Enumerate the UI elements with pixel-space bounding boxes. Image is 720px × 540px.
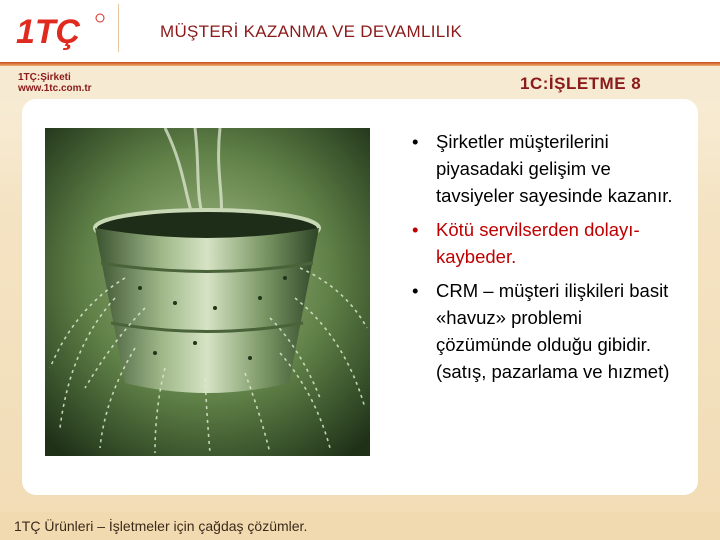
footer-text: 1TÇ Ürünleri – İşletmeler için çağdaş çözümler. [14,518,308,534]
company-info [18,72,92,94]
bullet-item [412,277,682,385]
bullet-dot-icon: • [412,219,419,240]
logo-text: 1TÇ [16,13,81,50]
bullet-list [412,128,682,392]
bullet-dot-icon: • [412,280,419,301]
company-logo [14,10,106,50]
bullet-text: Şirketler müşterilerini piyasadaki gelişim ve tavsiyeler sayesinde kazanır. [436,131,673,206]
leaking-bucket-icon [45,128,370,456]
company-name: 1TÇ:Şirketi [18,72,71,83]
brand-logo: 1C:İŞLETME 8 [520,74,642,93]
bullet-item [412,128,682,209]
bullet-text: CRM – müşteri ilişkileri basit «havuz» problemi çözümünde olduğu gibidir.(satış, pazarlama ve hızmet) [436,280,670,382]
bullet-dot-icon: • [412,131,419,152]
company-website: www.1tc.com.tr [18,83,92,94]
bullet-text: Kötü servilserden dolayı-kaybeder. [436,219,640,267]
header-separator [118,4,119,52]
bullet-item [412,216,682,270]
slide-title: MÜŞTERİ KAZANMA VE DEVAMLILIK [160,22,463,41]
header-bar [0,0,720,62]
